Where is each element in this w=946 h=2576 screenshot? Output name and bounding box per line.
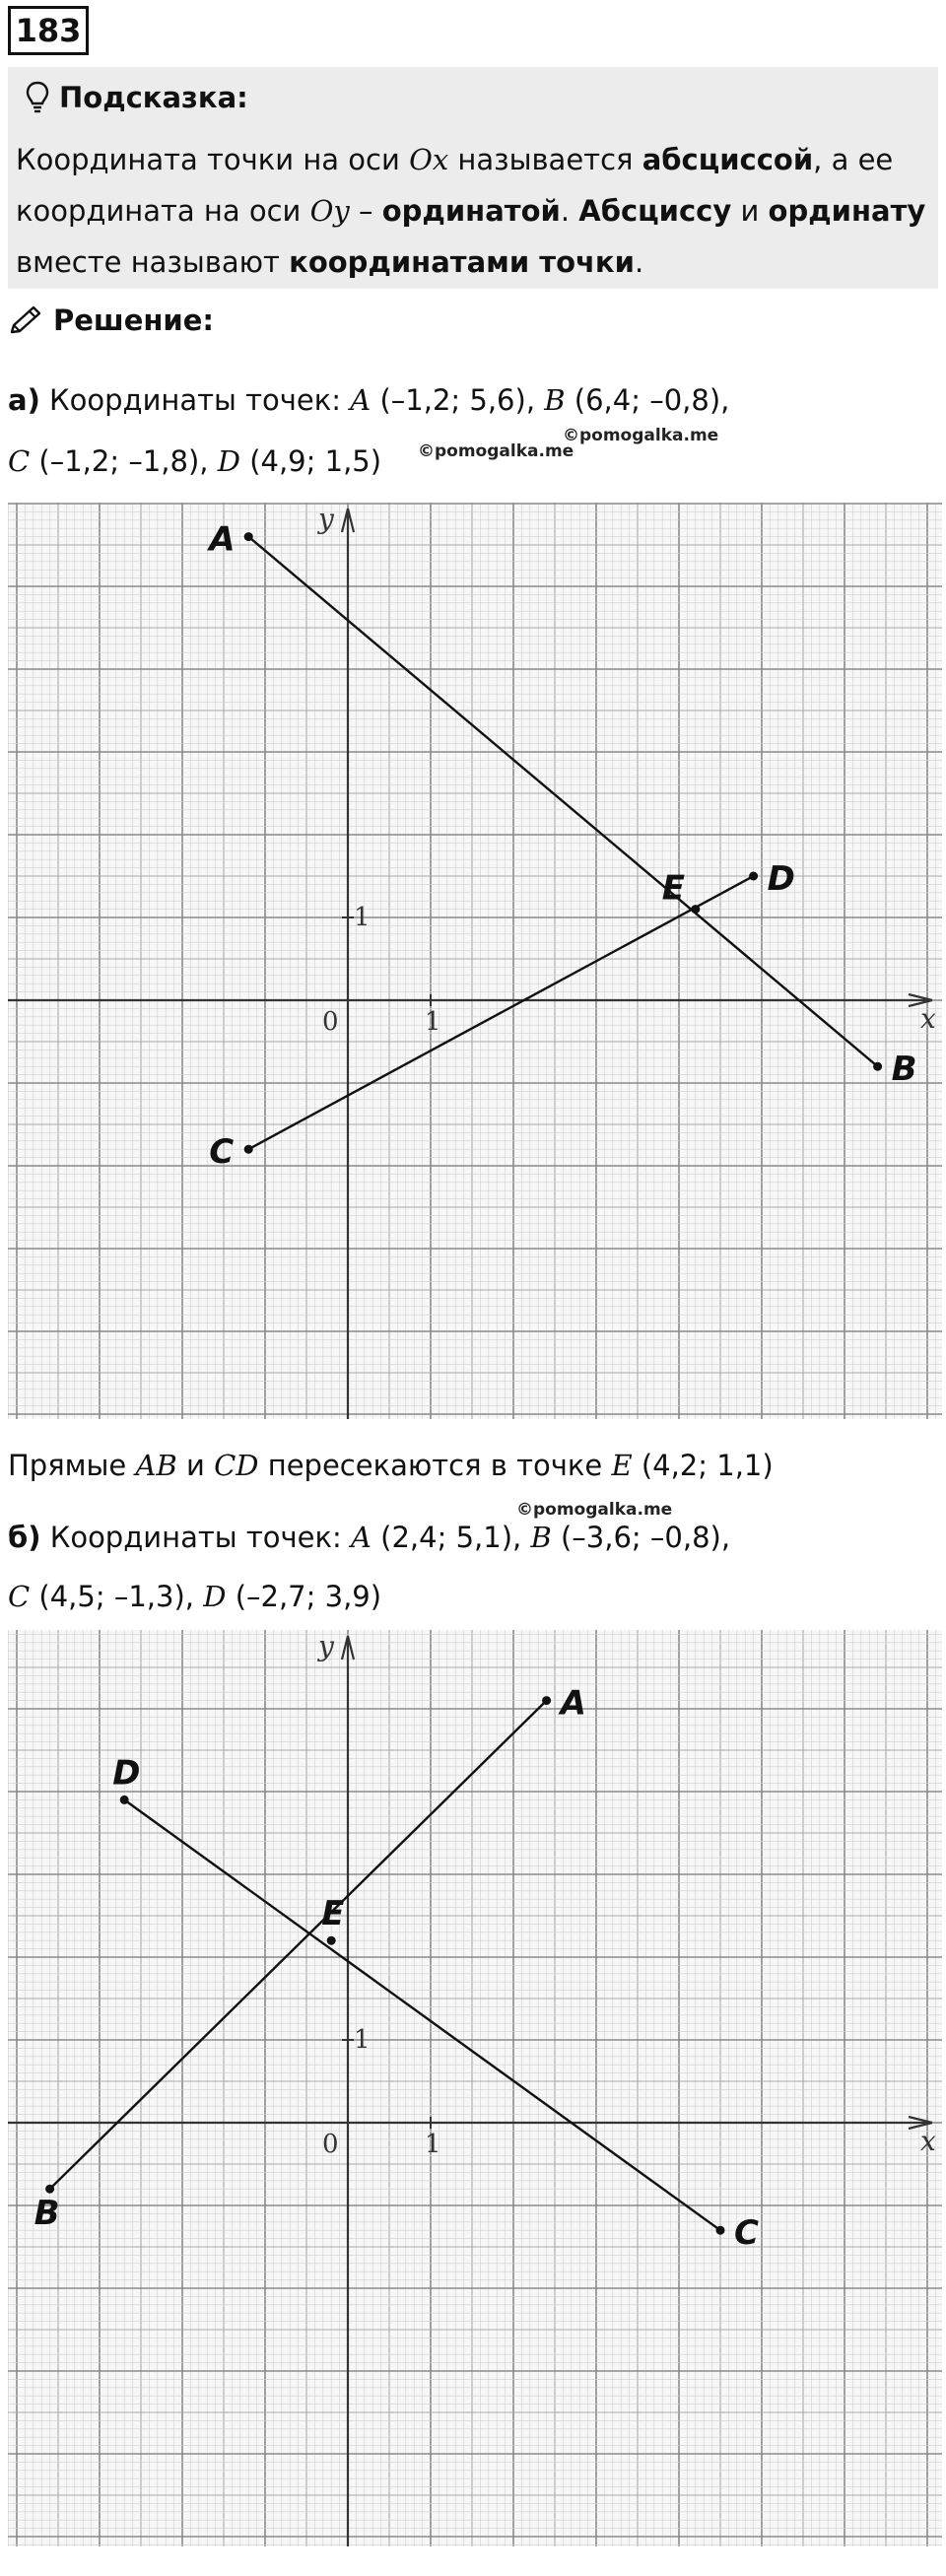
point-label-D: D (767, 859, 795, 899)
point-C (244, 1145, 253, 1154)
point-B (45, 2185, 54, 2194)
part-a-conclusion: Прямые AB и CD пересекаются в точке E (4,2; 1,1) (8, 1449, 774, 1482)
point-A (244, 532, 253, 541)
watermark: ©pomogalka.me (563, 426, 719, 445)
point-label-B: B (34, 2194, 60, 2234)
x-unit-label: 1 (425, 1007, 441, 1037)
hint-box (8, 67, 938, 289)
hint-title: Подсказка: (59, 81, 248, 114)
x-unit-label: 1 (425, 2130, 441, 2159)
point-B (873, 1062, 882, 1071)
coordinate-plane-a (8, 503, 942, 1419)
hint-line-1: Координата точки на оси Ox называется абсциссой, а ее (16, 143, 894, 176)
point-label-A: A (209, 519, 236, 560)
solution-header (8, 304, 214, 337)
origin-label: 0 (322, 2130, 339, 2159)
point-label-E: E (661, 868, 686, 909)
part-a-line-1: а) Координаты точек: A (–1,2; 5,6), B (6,4; –0,8), (8, 383, 730, 417)
hint-line-2: координата на оси Oy – ординатой. Абсциссу и ординату (16, 194, 926, 228)
point-E (327, 1936, 336, 1945)
y-axis-label: y (318, 503, 334, 535)
point-A (542, 1696, 551, 1705)
point-label-D: D (112, 1753, 141, 1794)
origin-label: 0 (322, 1007, 339, 1037)
point-label-A: A (560, 1683, 586, 1724)
point-label-C: C (209, 1132, 235, 1173)
coordinate-plane-b (8, 1630, 942, 2546)
task-number: 183 (8, 6, 89, 55)
lightbulb-icon (26, 81, 49, 114)
y-axis-label: y (318, 1630, 334, 1662)
watermark: ©pomogalka.me (418, 441, 574, 461)
point-D (749, 872, 758, 881)
x-axis-label: x (920, 1002, 936, 1035)
y-unit-label: 1 (354, 2025, 371, 2055)
part-b-line-1: б) Координаты точек: A (2,4; 5,1), B (–3,6; –0,8), (8, 1521, 731, 1554)
part-a-line-2: C (–1,2; –1,8), D (4,9; 1,5) (8, 444, 382, 478)
hint-text (16, 134, 932, 288)
hint-header (26, 81, 248, 114)
watermark: ©pomogalka.me (516, 1500, 673, 1520)
point-C (716, 2226, 725, 2235)
x-axis-label: x (920, 2125, 936, 2157)
point-label-C: C (734, 2213, 759, 2254)
solution-title: Решение: (53, 304, 215, 337)
pencil-icon (8, 305, 43, 336)
point-D (120, 1796, 129, 1804)
point-label-B: B (891, 1050, 917, 1090)
point-label-E: E (321, 1894, 345, 1934)
graph-paper (8, 1630, 942, 2546)
hint-line-3: вместе называют координатами точки. (16, 245, 644, 279)
part-b-line-2: C (4,5; –1,3), D (–2,7; 3,9) (8, 1580, 382, 1613)
point-E (691, 905, 700, 914)
y-unit-label: 1 (354, 903, 371, 932)
